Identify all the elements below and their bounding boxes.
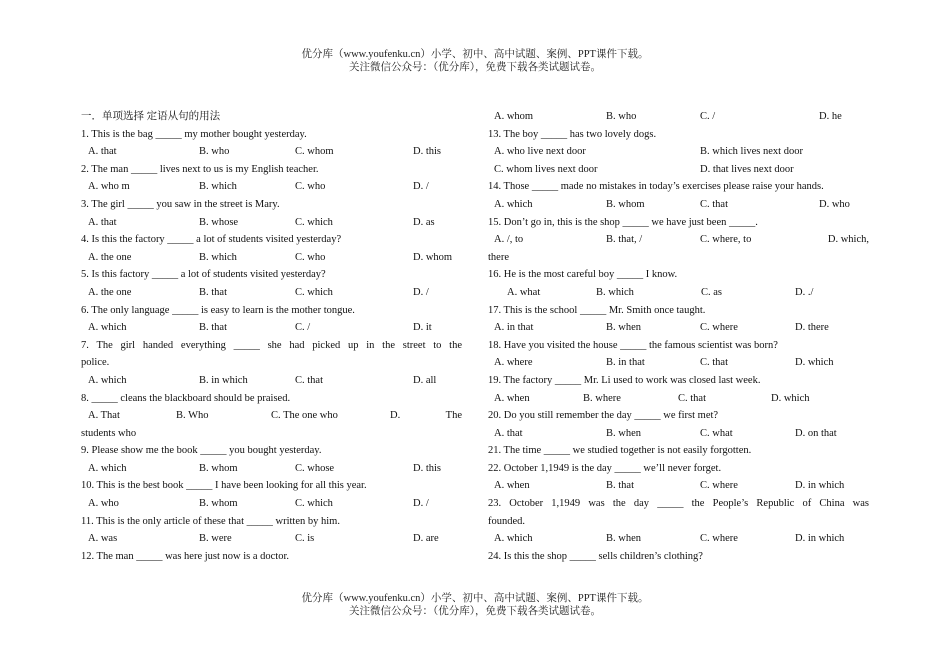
option-c: C. / <box>700 111 716 122</box>
option-a: A. the one <box>88 286 132 298</box>
options-20 <box>488 425 869 443</box>
option-a: A. when <box>494 480 530 492</box>
option-c: C. where <box>700 480 738 492</box>
option-a: A. the one <box>88 251 132 263</box>
option-b: B. whom <box>199 498 238 510</box>
option-c: C. who <box>295 181 326 193</box>
question-7-line-1: 7. The girl handed everything _____ she had picked up in the street to the <box>81 339 462 351</box>
option-b: B. when <box>606 322 641 334</box>
option-a: A. whom <box>494 111 534 122</box>
option-a: A. who live next door <box>494 146 586 158</box>
question-7-line-2: police. <box>81 357 110 369</box>
option-c: C. where <box>700 533 738 545</box>
option-d-cont: The <box>445 410 462 422</box>
footer-line-1: 优分库（www.youfenku.cn）小学、初中、高中试题、案例、PPT课件下载。 <box>301 593 649 604</box>
option-a: A. That <box>88 410 120 422</box>
option-a: A. which <box>494 198 533 210</box>
option-b: B. were <box>199 533 232 545</box>
option-c: C. what <box>700 427 733 439</box>
question-21: 21. The time _____ we studied together is not easily forgotten. <box>488 445 752 457</box>
options-5 <box>81 284 462 302</box>
options-14 <box>488 196 869 214</box>
option-b: B. whose <box>199 216 239 228</box>
option-a: A. /, to <box>494 234 524 246</box>
option-a: A. in that <box>494 322 534 334</box>
options-13-ab <box>488 143 869 161</box>
option-c: C. whom <box>295 146 334 158</box>
option-a: A. what <box>507 286 541 298</box>
question-24: 24. Is this the shop _____ sells children’s clothing? <box>488 550 703 562</box>
options-8-line-2: students who <box>81 427 137 439</box>
option-d: D. which <box>771 392 810 404</box>
question-11: 11. This is the only article of these that _____ written by him. <box>81 515 340 527</box>
option-b: B. when <box>606 533 641 545</box>
options-15-line-2: there <box>488 251 509 263</box>
option-c: C. that <box>700 357 728 369</box>
option-b: B. whom <box>199 462 238 474</box>
option-a: A. which <box>88 374 127 386</box>
option-d: D. that lives next door <box>700 163 794 175</box>
option-d: D. he <box>819 111 842 122</box>
options-9 <box>81 460 462 478</box>
options-3 <box>81 214 462 232</box>
option-b: B. which <box>199 181 237 193</box>
option-d: D. all <box>413 374 437 386</box>
options-13-cd <box>488 161 869 179</box>
options-19 <box>488 390 869 408</box>
option-c: C. which <box>295 498 333 510</box>
option-c: C. that <box>700 198 728 210</box>
option-a: A. when <box>494 392 530 404</box>
option-c: C. where, to <box>700 234 752 246</box>
option-d: D. whom <box>413 251 453 263</box>
options-6 <box>81 319 462 337</box>
option-c: C. who <box>295 251 326 263</box>
option-c: C. that <box>678 392 706 404</box>
option-c: C. where <box>700 322 738 334</box>
options-18 <box>488 354 869 372</box>
option-a: A. where <box>494 357 533 369</box>
option-d: D. this <box>413 146 442 158</box>
options-16 <box>488 284 869 302</box>
question-8: 8. _____ cleans the blackboard should be praised. <box>81 392 291 404</box>
question-12: 12. The man _____ was here just now is a doctor. <box>81 550 290 562</box>
option-c: C. as <box>701 286 722 298</box>
question-14: 14. Those _____ made no mistakes in today’s exercises please raise your hands. <box>488 181 824 193</box>
option-d: D. in which <box>795 480 845 492</box>
options-11 <box>81 530 462 548</box>
question-23-line-1: 23. October 1,1949 was the day _____ the People’s Republic of China was <box>488 498 869 510</box>
option-b: B. that <box>199 286 227 298</box>
option-a: A. that <box>494 427 523 439</box>
option-d: D. this <box>413 462 442 474</box>
options-2 <box>81 178 462 196</box>
question-20: 20. Do you still remember the day _____ we first met? <box>488 410 719 422</box>
option-b: B. Who <box>176 410 209 422</box>
option-a: A. who <box>88 498 119 510</box>
option-b: B. when <box>606 427 641 439</box>
option-d: D. ./ <box>795 286 814 298</box>
option-b: B. which <box>199 251 237 263</box>
section-title: 一．单项选择 定语从句的用法 <box>81 111 221 122</box>
option-b: B. where <box>583 392 621 404</box>
question-10: 10. This is the best book _____ I have been looking for all this year. <box>81 480 367 492</box>
question-18: 18. Have you visited the house _____ the famous scientist was born? <box>488 339 778 351</box>
left-column <box>81 108 462 565</box>
option-d: D. on that <box>795 427 837 439</box>
question-9: 9. Please show me the book _____ you bought yesterday. <box>81 445 322 457</box>
option-b: B. which <box>596 286 634 298</box>
option-a: A. that <box>88 146 117 158</box>
option-c: C. that <box>295 374 323 386</box>
option-a: A. which <box>88 462 127 474</box>
option-b: B. whom <box>606 198 645 210</box>
option-d: D. in which <box>795 533 845 545</box>
page-header <box>0 48 950 74</box>
options-22 <box>488 477 869 495</box>
options-23 <box>488 530 869 548</box>
option-d: D. there <box>795 322 829 334</box>
header-line-2: 关注微信公众号：（优分库），免费下载各类试题试卷。 <box>349 62 601 73</box>
option-b: B. who <box>606 111 637 122</box>
option-a: A. that <box>88 216 117 228</box>
option-d: D. / <box>413 498 429 510</box>
question-19: 19. The factory _____ Mr. Li used to work was closed last week. <box>488 374 761 386</box>
options-1 <box>81 143 462 161</box>
options-10 <box>81 495 462 513</box>
options-12 <box>488 108 869 126</box>
option-d: D. / <box>413 286 429 298</box>
option-b: B. in which <box>199 374 248 386</box>
question-13: 13. The boy _____ has two lovely dogs. <box>488 128 657 140</box>
option-b: B. that <box>606 480 634 492</box>
header-line-1: 优分库（www.youfenku.cn）小学、初中、高中试题、案例、PPT课件下载。 <box>301 49 649 60</box>
option-c: C. which <box>295 216 333 228</box>
question-15: 15. Don’t go in, this is the shop _____ we have just been _____. <box>488 216 758 228</box>
option-c: C. whose <box>295 462 335 474</box>
option-b: B. who <box>199 146 230 158</box>
option-a: A. which <box>494 533 533 545</box>
option-c: C. is <box>295 533 315 545</box>
options-4 <box>81 249 462 267</box>
option-d: D. which <box>795 357 834 369</box>
question-3: 3. The girl _____ you saw in the street is Mary. <box>81 198 280 210</box>
question-17: 17. This is the school _____ Mr. Smith once taught. <box>488 304 706 316</box>
option-d: D. / <box>413 181 429 193</box>
question-22: 22. October 1,1949 is the day _____ we’ll never forget. <box>488 462 722 474</box>
option-d: D. as <box>413 216 435 228</box>
question-5: 5. Is this factory _____ a lot of students visited yesterday? <box>81 269 326 281</box>
options-8 <box>81 407 462 425</box>
option-a: A. was <box>88 533 118 545</box>
option-a: A. which <box>88 322 127 334</box>
options-15 <box>488 231 869 249</box>
question-6: 6. The only language _____ is easy to learn is the mother tongue. <box>81 304 355 316</box>
options-7 <box>81 372 462 390</box>
option-c: C. / <box>295 322 311 334</box>
option-d: D. are <box>413 533 439 545</box>
right-column <box>488 108 869 565</box>
option-b: B. that, / <box>606 234 643 246</box>
option-d: D. who <box>819 198 850 210</box>
option-c: C. The one who <box>271 410 338 422</box>
options-17 <box>488 319 869 337</box>
question-1: 1. This is the bag _____ my mother bought yesterday. <box>81 128 307 140</box>
question-16: 16. He is the most careful boy _____ I know. <box>488 269 678 281</box>
footer-line-2: 关注微信公众号：（优分库），免费下载各类试题试卷。 <box>349 606 601 617</box>
option-b: B. in that <box>606 357 645 369</box>
question-2: 2. The man _____ lives next to us is my English teacher. <box>81 163 319 175</box>
option-b: B. which lives next door <box>700 146 803 158</box>
option-a: A. who m <box>88 181 130 193</box>
option-c: C. which <box>295 286 333 298</box>
option-d: D. it <box>413 322 432 334</box>
question-23-line-2: founded. <box>488 515 526 527</box>
option-d: D. <box>390 410 401 422</box>
page-footer <box>0 592 950 618</box>
option-c: C. whom lives next door <box>494 163 598 175</box>
question-4: 4. Is this the factory _____ a lot of students visited yesterday? <box>81 234 342 246</box>
option-b: B. that <box>199 322 227 334</box>
option-d: D. which, <box>827 234 869 246</box>
